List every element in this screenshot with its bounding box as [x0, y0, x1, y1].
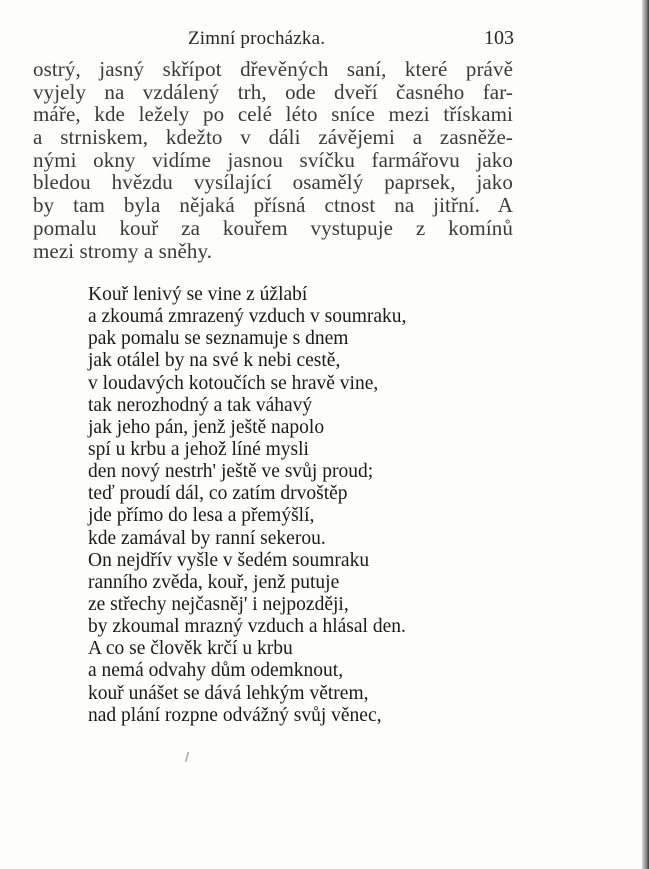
poem-line: a nemá odvahy dům odemknout,: [88, 660, 344, 682]
prose-line: nými okny vidíme jasnou svíčku farmářovu jako: [33, 147, 513, 172]
page-edge-shadow: [642, 0, 649, 869]
prose-line: bledou hvězdu vysílající osamělý paprsek, jako: [33, 170, 513, 195]
poem-line: ze střechy nejčasněj' i nejpozději,: [88, 593, 349, 615]
poem-line: Kouř lenivý se vine z úžlabí: [88, 284, 308, 305]
prose-line: vyjely na vzdálený trh, ode dveří časného far-: [33, 79, 513, 104]
prose-line: mezi stromy a sněhy.: [33, 238, 213, 263]
poem-line: den nový nestrh' ještě ve svůj proud;: [88, 461, 374, 483]
poem-line: On nejdřív vyšle v šedém soumraku: [88, 549, 370, 571]
poem-line: A co se člověk krčí u krbu: [88, 638, 293, 660]
prose-line: by tam byla nějaká přísná ctnost na jitřní. A: [33, 193, 513, 218]
prose-paragraph: [33, 58, 513, 262]
poem-stanza: [88, 284, 468, 727]
poem-line: spí u krbu a jehož líné mysli: [88, 438, 309, 460]
poem-line: jak jeho pán, jenž ještě napolo: [88, 416, 325, 438]
prose-line: pomalu kouř za kouřem vystupuje z komínů: [33, 215, 513, 240]
poem-line: v loudavých kotoučích se hravě vine,: [88, 372, 379, 394]
poem-line: pak pomalu se seznamuje s dnem: [88, 328, 349, 350]
poem-line: kouř unášet se dává lehkým větrem,: [88, 682, 369, 704]
poem-line: ranního zvěda, kouř, jenž putuje: [88, 571, 340, 593]
poem-line: tak nerozhodný a tak váhavý: [88, 394, 313, 416]
paper-speck: [185, 752, 190, 762]
poem-line: by zkoumal mrazný vzduch a hlásal den.: [88, 616, 406, 638]
poem-line: nad plání rozpne odvážný svůj věnec,: [88, 704, 382, 726]
poem-line: teď proudí dál, co zatím drvoštěp: [88, 483, 348, 505]
poem-line: jde přímo do lesa a přemýšlí,: [88, 505, 315, 527]
prose-line: a strniskem, kdežto v dáli závějemi a zasněže-: [33, 125, 513, 150]
poem-line: a zkoumá zmrazený vzduch v soumraku,: [88, 306, 407, 328]
page-number: 103: [484, 27, 514, 49]
poem-line: kde zamával by ranní sekerou.: [88, 527, 326, 549]
poem-line: jak otálel by na své k nebi cestě,: [88, 350, 341, 372]
prose-line: máře, kde ležely po celé léto sníce mezi třískami: [33, 102, 513, 127]
running-header-title: Zimní procházka.: [188, 28, 326, 49]
prose-line: ostrý, jasný skřípot dřevěných saní, které právě: [33, 57, 513, 81]
